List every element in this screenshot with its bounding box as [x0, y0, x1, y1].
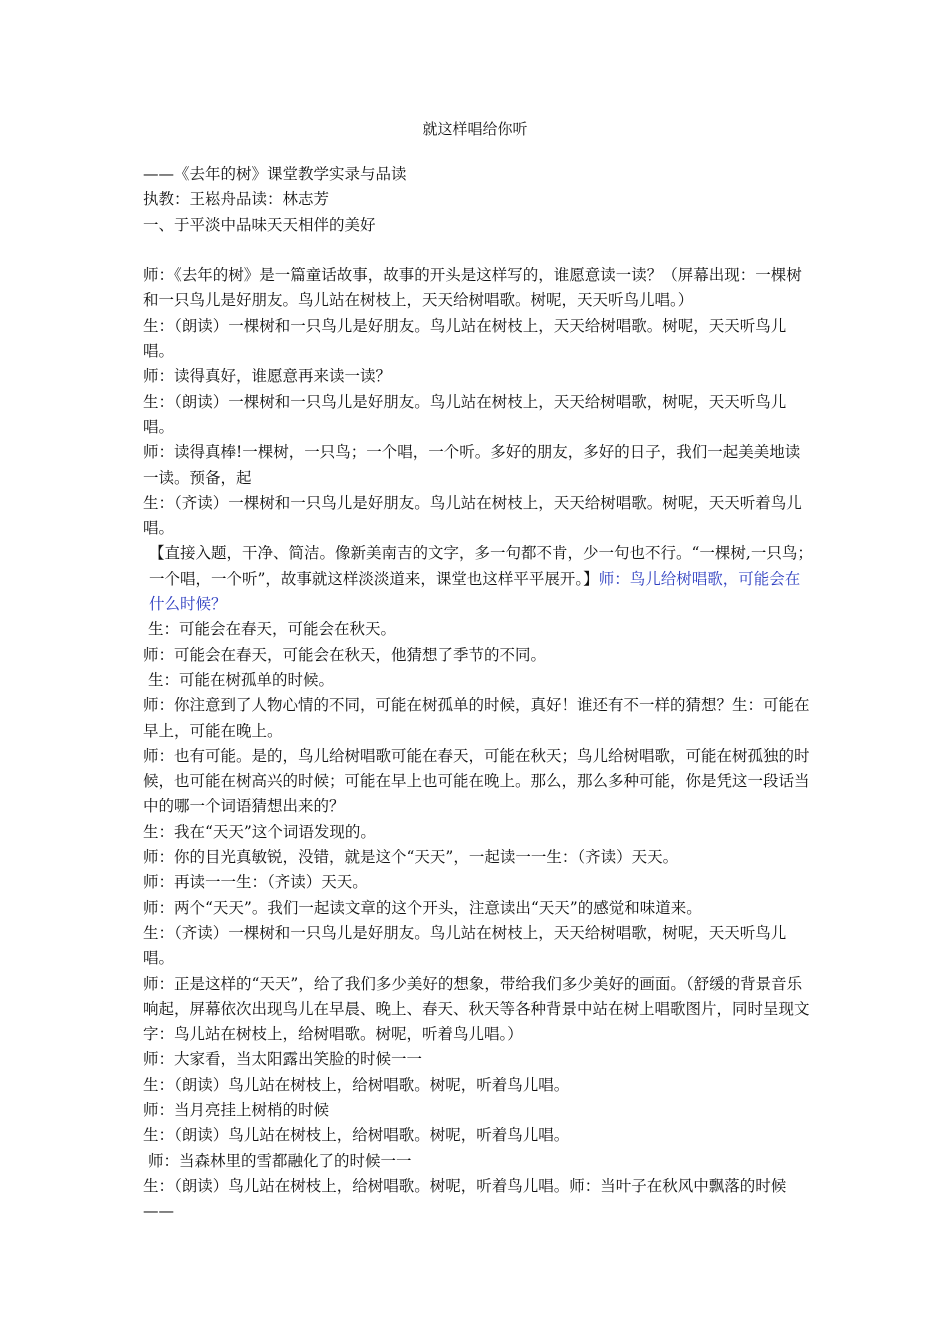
dialogue-line: 生：可能在树孤单的时候。 — [143, 670, 334, 689]
dialogue-line: 生：（朗读）鸟儿站在树枝上，给树唱歌。树呢，听着鸟儿唱。师：当叶子在秋风中飘落的时候—— — [143, 1176, 787, 1221]
section-heading: 一、于平淡中品味天天相伴的美好 — [143, 215, 376, 234]
authors-line: 执教：王崧舟品读：林志芳 — [143, 190, 330, 209]
dialogue-line: 师：《去年的树》是一篇童话故事，故事的开头是这样写的，谁愿意读一读？（屏幕出现：一棵树和一只鸟儿是好朋友。鸟儿站在树枝上，天天给树唱歌。树呢，天天听鸟儿唱。） — [143, 266, 802, 310]
dialogue-line: 生：我在“天天”这个词语发现的。 — [143, 822, 376, 841]
dialogue-line: 师：大家看，当太阳露出笑脸的时候一一 — [143, 1050, 423, 1069]
commentary-text: 【直接入题，干净、简洁。像新美南吉的文字，多一句都不肯，少一句也不行。“一棵树,一只鸟；一个唱，一个听”，故事就这样淡淡道来，课堂也这样平平展开。】 — [149, 544, 813, 588]
dialogue-line: 师：读得真好，谁愿意再来读一读？ — [143, 367, 392, 386]
document-title: 就这样唱给你听 — [422, 120, 528, 138]
document-body — [143, 162, 813, 1224]
highlighted-question: 师：鸟儿给树唱歌，可能会在什么时候？ — [149, 569, 801, 614]
dialogue-line: 生：（朗读）一棵树和一只鸟儿是好朋友。鸟儿站在树枝上，天天给树唱歌。树呢，天天听鸟儿唱。 — [143, 316, 787, 361]
dialogue-line: 师：读得真棒!一棵树，一只鸟；一个唱，一个听。多好的朋友，多好的日子，我们一起美美地读一读。预备，起 — [143, 443, 801, 487]
blank-line — [143, 238, 813, 263]
dialogue-line: 生：（齐读）一棵树和一只鸟儿是好朋友。鸟儿站在树枝上，天天给树唱歌。树呢，天天听着鸟儿唱。 — [143, 493, 802, 538]
dialogue-line: 师：你的目光真敏锐，没错，就是这个“天天”，一起读一一生：（齐读）天天。 — [143, 848, 679, 867]
dialogue-line: 师：也有可能。是的，鸟儿给树唱歌可能在春天，可能在秋天；鸟儿给树唱歌，可能在树孤独的时候，也可能在树高兴的时候；可能在早上也可能在晚上。那么，那么多种可能，你是凭这一段话当中的哪一个词语猜想出来的？ — [143, 746, 810, 816]
dialogue-line: 师：可能会在春天，可能会在秋天，他猜想了季节的不同。 — [143, 645, 547, 664]
dialogue-line: 师：两个“天天”。我们一起读文章的这个开头，注意读出“天天”的感觉和味道来。 — [143, 898, 702, 917]
dialogue-line: 生：（朗读）鸟儿站在树枝上，给树唱歌。树呢，听着鸟儿唱。 — [143, 1075, 570, 1094]
subtitle: ——《去年的树》课堂教学实录与品读 — [143, 165, 407, 183]
dialogue-line: 生：（朗读）鸟儿站在树枝上，给树唱歌。树呢，听着鸟儿唱。 — [143, 1126, 570, 1145]
dialogue-line: 师：当森林里的雪都融化了的时候一一 — [143, 1151, 412, 1170]
dialogue-line: 师：再读一一生：（齐读）天天。 — [143, 873, 368, 892]
dialogue-line: 师：你注意到了人物心情的不同，可能在树孤单的时候，真好！谁还有不一样的猜想？生：可能在早上，可能在晚上。 — [143, 696, 810, 740]
dialogue-line: 师：当月亮挂上树梢的时候 — [143, 1100, 330, 1119]
commentary-paragraph — [143, 541, 813, 617]
dialogue-line: 生：（齐读）一棵树和一只鸟儿是好朋友。鸟儿站在树枝上，天天给树唱歌，树呢，天天听鸟儿唱。 — [143, 923, 787, 968]
dialogue-line: 师：正是这样的“天天”，给了我们多少美好的想象，带给我们多少美好的画面。（舒缓的背景音乐响起，屏幕依次出现鸟儿在早晨、晚上、春天、秋天等各种背景中站在树上唱歌图片，同时呈现文字：鸟儿站在树枝上，给树唱歌。树呢，听着鸟儿唱。） — [143, 974, 810, 1044]
dialogue-line: 生：可能会在春天，可能会在秋天。 — [143, 620, 396, 639]
dialogue-line: 生：（朗读）一棵树和一只鸟儿是好朋友。鸟儿站在树枝上，天天给树唱歌，树呢，天天听鸟儿唱。 — [143, 392, 787, 436]
